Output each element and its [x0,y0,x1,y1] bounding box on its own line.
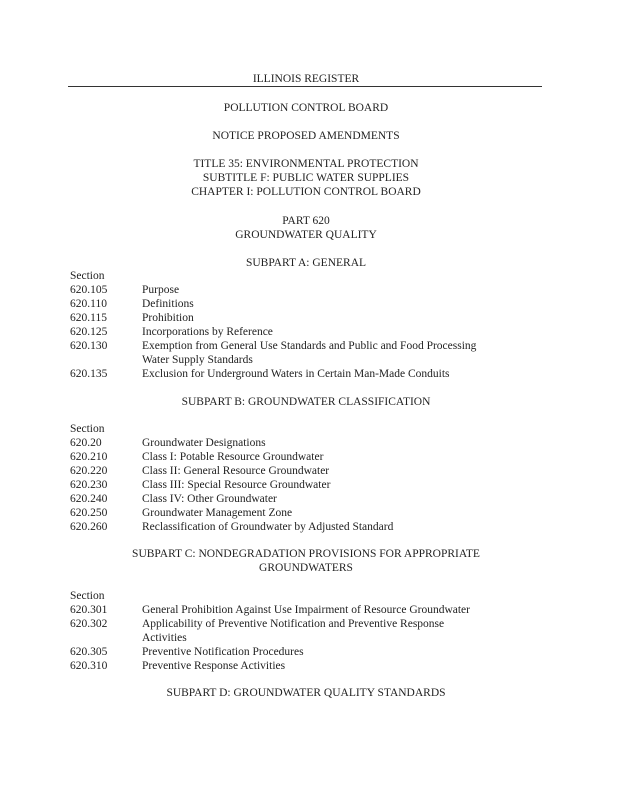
toc-entry [70,603,550,617]
toc-entry [70,659,550,673]
section-number: 620.130 [70,340,108,352]
subpart-d-heading: SUBPART D: GROUNDWATER QUALITY STANDARDS [166,687,446,699]
section-number: 620.210 [70,451,108,463]
subpart-c-heading-continued: GROUNDWATERS [259,562,353,574]
section-number: 620.240 [70,493,108,505]
section-number: 620.302 [70,618,108,630]
toc-entry [70,283,550,297]
toc-entry [70,311,550,325]
notice-line: NOTICE PROPOSED AMENDMENTS [212,130,400,142]
register-header: ILLINOIS REGISTER [252,73,360,85]
section-title: Exemption from General Use Standards and Public and Food Processing [142,340,477,352]
section-number: 620.125 [70,326,108,338]
toc-entry [70,450,550,464]
part-number: PART 620 [282,215,330,227]
toc-entry [70,367,550,381]
section-number: 620.110 [70,298,107,310]
section-number: 620.301 [70,604,108,616]
section-title: Class III: Special Resource Groundwater [142,479,331,491]
section-title: Purpose [142,284,180,296]
section-number: 620.20 [70,437,102,449]
section-number: 620.250 [70,507,108,519]
section-title: Exclusion for Underground Waters in Certain Man-Made Conduits [142,368,450,380]
section-title: Preventive Response Activities [142,660,286,672]
toc-entry-continuation [70,631,550,645]
toc-entry [70,492,550,506]
subpart-b-heading: SUBPART B: GROUNDWATER CLASSIFICATION [181,396,431,408]
section-title: Groundwater Management Zone [142,507,293,519]
toc-entry [70,339,550,353]
section-title-continued: Activities [142,632,187,644]
board-name: POLLUTION CONTROL BOARD [223,102,389,114]
chapter-line: CHAPTER I: POLLUTION CONTROL BOARD [191,186,421,198]
section-title: Reclassification of Groundwater by Adjusted Standard [142,521,394,533]
section-title: Class II: General Resource Groundwater [142,465,330,477]
toc-entry [70,464,550,478]
section-number: 620.230 [70,479,108,491]
section-title: Definitions [142,298,194,310]
toc-entry [70,325,550,339]
toc-entry [70,436,550,450]
toc-entry [70,617,550,631]
subpart-a-heading: SUBPART A: GENERAL [245,257,367,269]
toc-entry [70,520,550,534]
title-line: TITLE 35: ENVIRONMENTAL PROTECTION [193,158,419,170]
part-name: GROUNDWATER QUALITY [235,229,377,241]
section-number: 620.105 [70,284,108,296]
toc-entry [70,478,550,492]
section-number: 620.310 [70,660,108,672]
section-title: General Prohibition Against Use Impairment of Resource Groundwater [142,604,470,616]
toc-entry-continuation [70,353,550,367]
subpart-c-heading: SUBPART C: NONDEGRADATION PROVISIONS FOR APPROPRIATE [132,548,480,560]
section-number: 620.305 [70,646,108,658]
section-number: 620.135 [70,368,108,380]
section-title: Incorporations by Reference [142,326,273,338]
section-number: 620.220 [70,465,108,477]
header-rule [68,86,542,87]
toc-entry [70,297,550,311]
section-title: Prohibition [142,312,194,324]
section-label: Section [70,423,105,435]
toc-entry [70,645,550,659]
section-label: Section [70,590,105,602]
section-title: Groundwater Designations [142,437,266,449]
toc-entry [70,506,550,520]
section-number: 620.260 [70,521,108,533]
section-title: Class IV: Other Groundwater [142,493,277,505]
section-title: Applicability of Preventive Notification and Preventive Response [142,618,445,630]
section-title-continued: Water Supply Standards [142,354,253,366]
section-title: Preventive Notification Procedures [142,646,304,658]
section-title: Class I: Potable Resource Groundwater [142,451,324,463]
subtitle-line: SUBTITLE F: PUBLIC WATER SUPPLIES [202,172,410,184]
section-number: 620.115 [70,312,107,324]
section-label: Section [70,270,105,282]
